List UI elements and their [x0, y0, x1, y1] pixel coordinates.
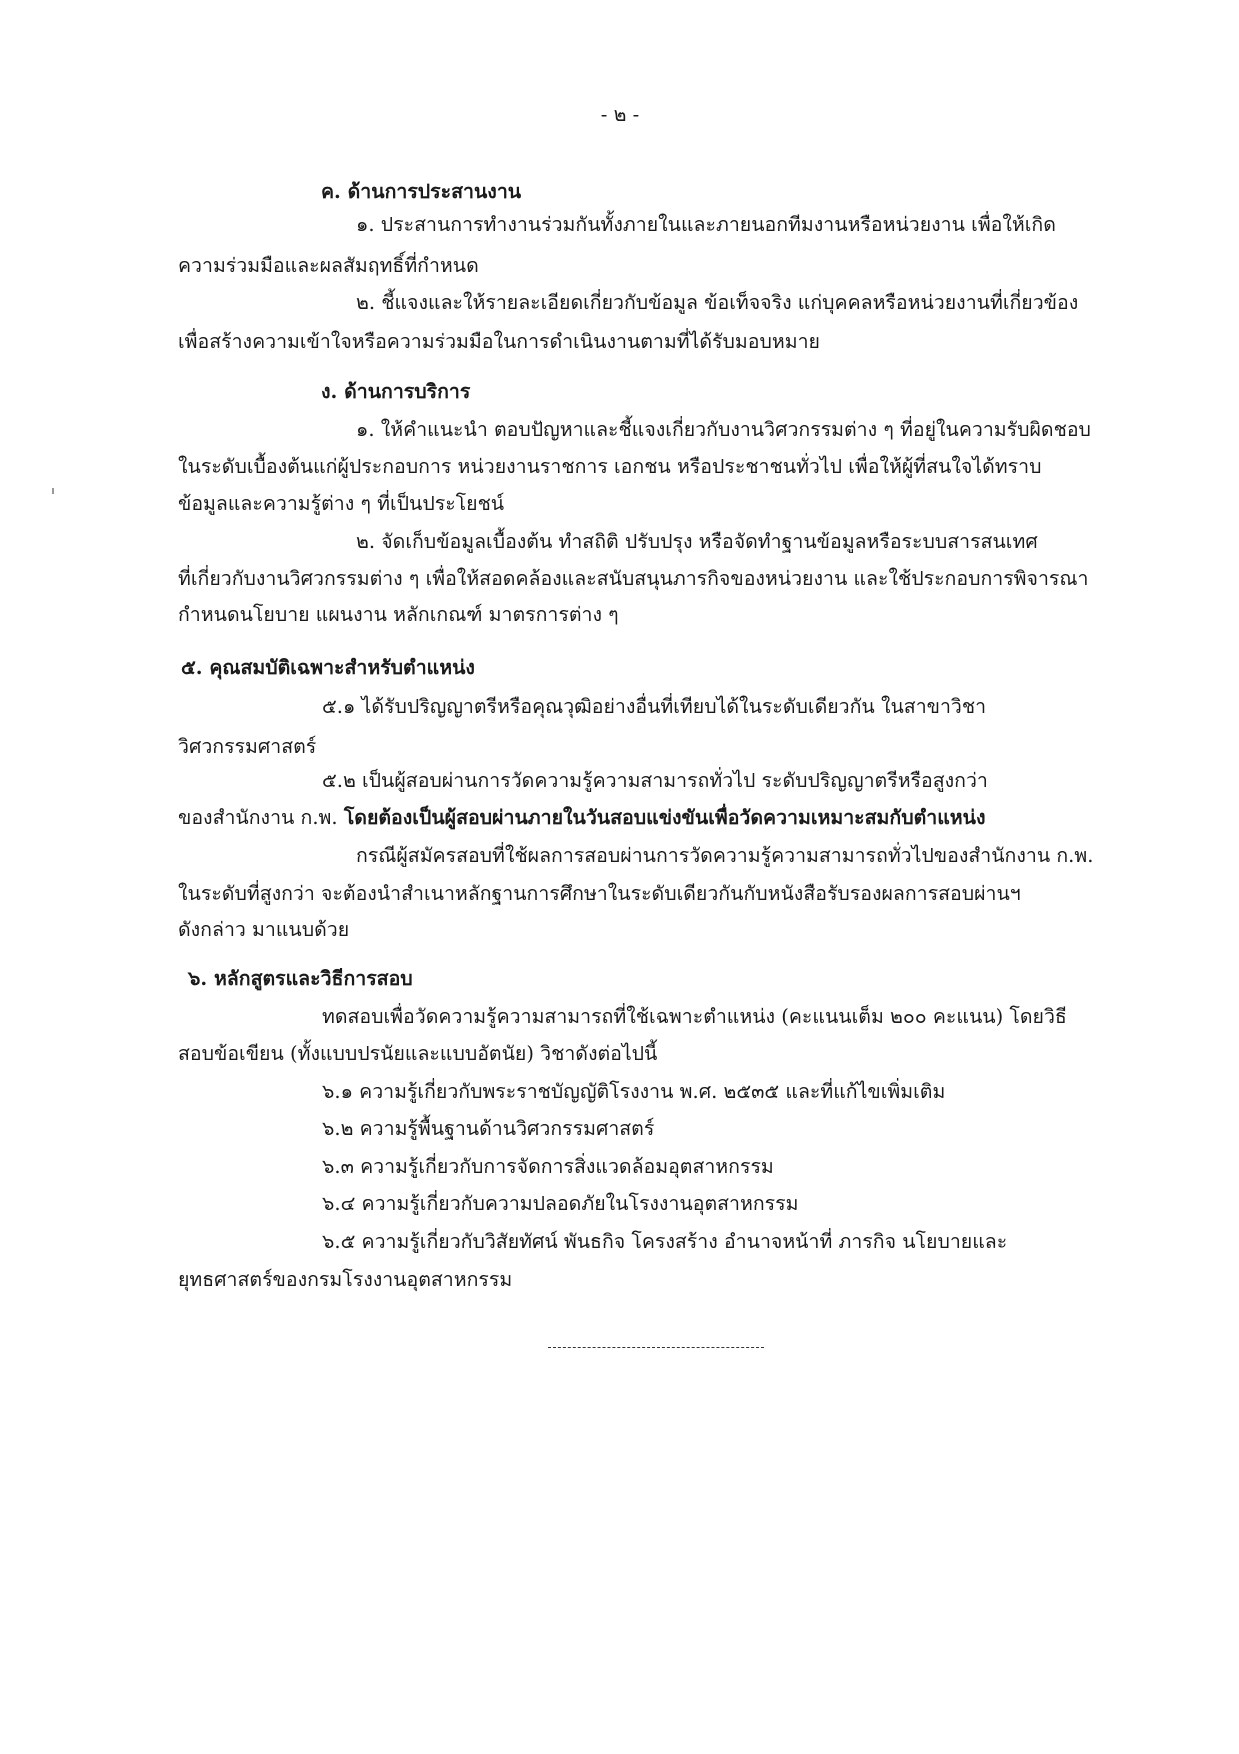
page-number: - ๒ - [600, 103, 640, 126]
paragraph-line: ข้อมูลและความรู้ต่าง ๆ ที่เป็นประโยชน์ [178, 492, 505, 515]
section-heading: ง. ด้านการบริการ [321, 380, 471, 403]
paragraph-line: ๒. ชี้แจงและให้รายละเอียดเกี่ยวกับข้อมูล ข้อเท็จจริง แก่บุคคลหรือหน่วยงานที่เกี่ยวข้อง [356, 291, 1079, 314]
paragraph-line: ในระดับเบื้องต้นแก่ผู้ประกอบการ หน่วยงานราชการ เอกชน หรือประชาชนทั่วไป เพื่อให้ผู้ที่สนใจได้ทราบ [178, 455, 1042, 478]
paragraph-line: ความร่วมมือและผลสัมฤทธิ์ที่กำหนด [178, 254, 479, 277]
section-heading: ค. ด้านการประสานงาน [321, 180, 522, 203]
paragraph-line: ดังกล่าว มาแนบด้วย [178, 918, 350, 941]
paragraph-line: กรณีผู้สมัครสอบที่ใช้ผลการสอบผ่านการวัดความรู้ความสามารถทั่วไปของสำนักงาน ก.พ. [356, 844, 1094, 867]
list-item: ๖.๒ ความรู้พื้นฐานด้านวิศวกรรมศาสตร์ [322, 1117, 655, 1140]
list-item: ๖.๑ ความรู้เกี่ยวกับพระราชบัญญัติโรงงาน พ.ศ. ๒๕๓๕ และที่แก้ไขเพิ่มเติม [322, 1080, 946, 1103]
list-item: ๖.๓ ความรู้เกี่ยวกับการจัดการสิ่งแวดล้อมอุตสาหกรรม [322, 1155, 774, 1178]
paragraph-text: ของสำนักงาน ก.พ. [178, 806, 344, 829]
paragraph-line [178, 804, 985, 832]
paragraph-line: ๒. จัดเก็บข้อมูลเบื้องต้น ทำสถิติ ปรับปรุง หรือจัดทำฐานข้อมูลหรือระบบสารสนเทศ [356, 530, 1038, 553]
scan-speck [52, 488, 54, 494]
paragraph-line: ในระดับที่สูงกว่า จะต้องนำสำเนาหลักฐานการศึกษาในระดับเดียวกันกับหนังสือรับรองผลการสอบผ่านฯ [178, 882, 1021, 905]
emphasis-text: โดยต้องเป็นผู้สอบผ่านภายในวันสอบแข่งขันเพื่อวัดความเหมาะสมกับตำแหน่ง [343, 806, 986, 829]
paragraph-line: สอบข้อเขียน (ทั้งแบบปรนัยและแบบอัตนัย) วิชาดังต่อไปนี้ [178, 1042, 658, 1065]
section-heading: ๕. คุณสมบัติเฉพาะสำหรับตำแหน่ง [181, 656, 475, 679]
paragraph-line: ๕.๒ เป็นผู้สอบผ่านการวัดความรู้ความสามารถทั่วไป ระดับปริญญาตรีหรือสูงกว่า [322, 769, 988, 792]
section-heading: ๖. หลักสูตรและวิธีการสอบ [188, 967, 413, 990]
paragraph-line: ๑. ประสานการทำงานร่วมกันทั้งภายในและภายนอกทีมงานหรือหน่วยงาน เพื่อให้เกิด [356, 213, 1056, 236]
paragraph-line: ๑. ให้คำแนะนำ ตอบปัญหาและชี้แจงเกี่ยวกับงานวิศวกรรมต่าง ๆ ที่อยู่ในความรับผิดชอบ [356, 418, 1091, 441]
paragraph-line: เพื่อสร้างความเข้าใจหรือความร่วมมือในการดำเนินงานตามที่ได้รับมอบหมาย [178, 330, 820, 353]
paragraph-line: วิศวกรรมศาสตร์ [178, 735, 317, 758]
paragraph-line: ทดสอบเพื่อวัดความรู้ความสามารถที่ใช้เฉพาะตำแหน่ง (คะแนนเต็ม ๒๐๐ คะแนน) โดยวิธี [322, 1005, 1067, 1028]
list-item: ๖.๔ ความรู้เกี่ยวกับความปลอดภัยในโรงงานอุตสาหกรรม [322, 1192, 799, 1215]
paragraph-line: ยุทธศาสตร์ของกรมโรงงานอุตสาหกรรม [178, 1268, 513, 1291]
end-divider [548, 1347, 764, 1348]
paragraph-line: ๕.๑ ได้รับปริญญาตรีหรือคุณวุฒิอย่างอื่นที่เทียบได้ในระดับเดียวกัน ในสาขาวิชา [322, 695, 987, 718]
paragraph-line: กำหนดนโยบาย แผนงาน หลักเกณฑ์ มาตรการต่าง ๆ [178, 603, 619, 626]
list-item: ๖.๕ ความรู้เกี่ยวกับวิสัยทัศน์ พันธกิจ โครงสร้าง อำนาจหน้าที่ ภารกิจ นโยบายและ [322, 1230, 1008, 1253]
paragraph-line: ที่เกี่ยวกับงานวิศวกรรมต่าง ๆ เพื่อให้สอดคล้องและสนับสนุนภารกิจของหน่วยงาน และใช้ประกอบการพิจารณา [178, 567, 1089, 590]
